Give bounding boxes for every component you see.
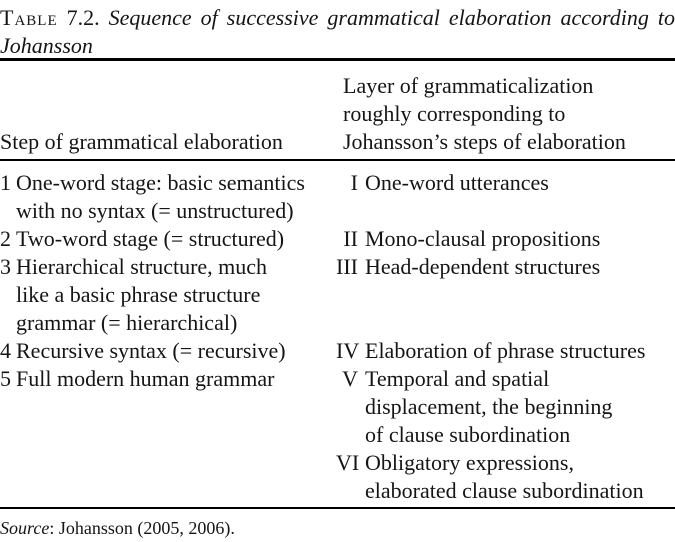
column-header-right-line: Johansson’s steps of elaboration — [343, 129, 626, 154]
row-roman-numeral: II — [343, 226, 358, 251]
row-right-line: Head-dependent structures — [365, 254, 601, 279]
row-number: 3 — [0, 254, 11, 279]
row-roman-numeral: I — [350, 170, 358, 195]
row-left-cell — [0, 253, 336, 337]
table-row — [0, 449, 675, 505]
row-left-line: like a basic phrase structure — [16, 282, 261, 307]
table-body — [0, 169, 675, 505]
row-left-line: Full modern human grammar — [16, 366, 275, 391]
row-left-lines — [16, 253, 267, 337]
row-left-lines — [16, 337, 286, 365]
table-top-rule — [0, 58, 675, 61]
row-right-line: Temporal and spatial — [365, 366, 550, 391]
row-right-line: One-word utterances — [365, 170, 549, 195]
row-left-cell — [0, 225, 336, 253]
row-roman-numeral: IV — [336, 338, 360, 363]
row-right-line: of clause subordination — [365, 422, 571, 447]
table-header-rule — [0, 159, 675, 161]
row-left-line: grammar (= hierarchical) — [16, 310, 238, 335]
row-right-line: Elaboration of phrase structures — [365, 338, 646, 363]
row-right-line: elaborated clause subordination — [365, 478, 644, 503]
row-roman-numeral: VI — [336, 450, 360, 475]
table-caption-line1 — [0, 4, 675, 32]
row-right-line: displacement, the beginning — [365, 394, 613, 419]
source-note — [0, 517, 235, 539]
row-right-lines — [365, 225, 600, 253]
source-text: : Johansson (2005, 2006). — [49, 518, 235, 538]
row-right-line: Mono-clausal propositions — [365, 226, 601, 251]
row-left-line: Hierarchical structure, much — [16, 254, 268, 279]
row-right-lines — [365, 169, 549, 197]
row-right-cell — [336, 365, 675, 449]
caption-number: 7.2. — [66, 5, 100, 30]
caption-text: Sequence of successive grammatical elaboration according to — [108, 5, 675, 30]
row-left-cell — [0, 169, 336, 225]
table-row — [0, 169, 675, 225]
row-left-lines — [16, 365, 274, 393]
table-bottom-rule — [0, 507, 675, 509]
table-caption — [0, 4, 675, 60]
column-header-right-line: roughly corresponding to — [343, 101, 566, 126]
row-left-line: Two-word stage (= structured) — [16, 226, 285, 251]
row-right-cell — [336, 253, 675, 337]
row-left-cell — [0, 365, 336, 449]
row-right-cell — [336, 169, 675, 225]
row-left-line: Recursive syntax (= recursive) — [16, 338, 286, 363]
row-right-cell — [336, 449, 675, 505]
row-roman-numeral: III — [336, 254, 358, 279]
caption-label: Table — [0, 5, 58, 30]
table-row — [0, 365, 675, 449]
row-right-cell — [336, 337, 675, 365]
row-right-lines — [365, 253, 600, 281]
column-header-left: Step of grammatical elaboration — [0, 129, 283, 154]
table-row — [0, 225, 675, 253]
column-header-right-line: Layer of grammaticalization — [343, 73, 594, 98]
row-right-line: Obligatory expressions, — [365, 450, 574, 475]
source-label: Source — [0, 518, 50, 538]
row-number: 1 — [0, 170, 11, 195]
row-left-line: with no syntax (= unstructured) — [16, 198, 294, 223]
row-right-cell — [336, 225, 675, 253]
table-caption-line2: Johansson — [0, 33, 93, 58]
row-left-lines — [16, 169, 305, 225]
row-number: 4 — [0, 338, 11, 363]
row-left-line: One-word stage: basic semantics — [16, 170, 305, 195]
row-left-cell — [0, 337, 336, 365]
row-number: 5 — [0, 366, 11, 391]
row-right-lines — [365, 365, 612, 449]
row-right-lines — [365, 449, 644, 505]
row-left-lines — [16, 225, 284, 253]
row-right-lines — [365, 337, 645, 365]
row-left-cell — [0, 449, 336, 505]
table-row — [0, 253, 675, 337]
column-header-right — [343, 72, 626, 156]
table-row — [0, 337, 675, 365]
row-roman-numeral: V — [342, 366, 358, 391]
row-number: 2 — [0, 226, 11, 251]
